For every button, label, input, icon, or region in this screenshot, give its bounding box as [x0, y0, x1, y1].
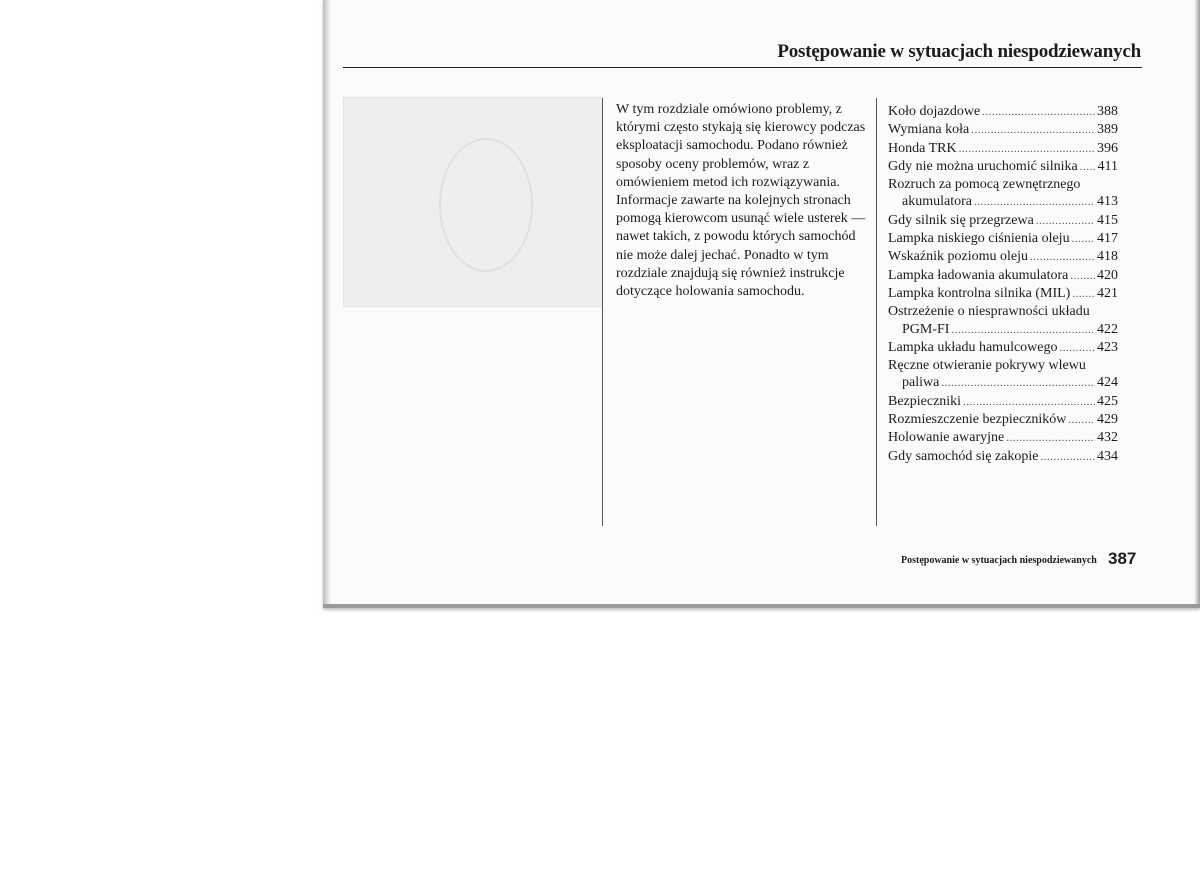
toc-item-title: Gdy nie można uruchomić silnika: [888, 158, 1078, 174]
toc-item-zakopie[interactable]: [888, 448, 1118, 466]
toc-item-kolo-dojazdowe[interactable]: [888, 103, 1118, 121]
column-divider-right: [876, 98, 877, 526]
toc-item-rozmieszczenie-bezpiecznikow[interactable]: [888, 411, 1118, 429]
toc-item-title-line2: paliwa: [902, 375, 940, 391]
toc-item-title-line2: akumulatora: [902, 194, 972, 210]
toc-item-page: 411: [1097, 158, 1118, 174]
manual-page: [323, 0, 1200, 608]
column-divider-left: [602, 98, 603, 526]
page-right-shadow: [1194, 0, 1200, 604]
toc-item-title: Wymiana koła: [888, 122, 970, 138]
toc-item-pgm-fi[interactable]: [888, 303, 1118, 339]
toc-item-title: Lampka kontrolna silnika (MIL): [888, 285, 1071, 301]
toc-item-page: 418: [1097, 249, 1118, 265]
toc-item-title: Rozmieszczenie bezpieczników: [888, 412, 1067, 428]
toc-item-wymiana-kola[interactable]: [888, 121, 1118, 139]
toc-item-title: Lampka ładowania akumulatora: [888, 267, 1069, 283]
toc-item-pokrywa-wlewu[interactable]: [888, 357, 1118, 393]
toc-item-page: 417: [1097, 231, 1118, 247]
toc-item-gdy-nie-mozna-uruchomic[interactable]: [888, 158, 1118, 176]
toc-item-page: 432: [1097, 430, 1118, 446]
header-rule: [343, 67, 1142, 68]
toc-item-page: 423: [1097, 339, 1118, 355]
toc-item-page: 425: [1097, 393, 1118, 409]
toc-item-title: Gdy silnik się przegrzewa: [888, 212, 1034, 228]
toc-item-bezpieczniki[interactable]: [888, 393, 1118, 411]
toc-item-title: Honda TRK: [888, 140, 957, 156]
toc-item-page: 415: [1097, 212, 1118, 228]
toc-item-title: Bezpieczniki: [888, 393, 962, 409]
toc-item-title: Gdy samochód się zakopie: [888, 448, 1039, 464]
toc-item-page: 421: [1097, 285, 1118, 301]
footer-section-label: Postępowanie w sytuacjach niespodziewanych: [901, 555, 1097, 566]
toc-item-holowanie[interactable]: [888, 429, 1118, 447]
toc-item-page: 413: [1097, 194, 1118, 210]
toc-item-page: 396: [1097, 140, 1118, 156]
toc-item-title: Lampka układu hamulcowego: [888, 339, 1058, 355]
bleed-through-image: [343, 97, 603, 307]
toc-item-ladowanie-akumulatora[interactable]: [888, 267, 1118, 285]
toc-item-title: Holowanie awaryjne: [888, 430, 1005, 446]
toc-item-title: Koło dojazdowe: [888, 104, 981, 119]
toc-item-page: 420: [1097, 267, 1118, 283]
bleed-through-wheel: [439, 138, 533, 272]
toc-item-honda-trk[interactable]: [888, 140, 1118, 158]
toc-item-lampka-mil[interactable]: [888, 285, 1118, 303]
table-of-contents: [888, 103, 1118, 466]
toc-item-page: 388: [1097, 104, 1118, 119]
toc-item-cisnienie-oleju[interactable]: [888, 230, 1118, 248]
toc-item-silnik-przegrzewa[interactable]: [888, 212, 1118, 230]
toc-item-title: Wskaźnik poziomu oleju: [888, 249, 1028, 265]
toc-item-title-line1: Rozruch za pomocą zewnętrznego: [888, 177, 1081, 193]
toc-item-rozruch[interactable]: [888, 176, 1118, 212]
intro-paragraph: W tym rozdziale omówiono problemy, z którymi często stykają się kierowcy podczas eksploatacji samochodu. Podano również sposoby oceny problemów, wraz z omówieniem metod ich rozwiązywania. Informacje zawarte na kolejnych stronach pomogą kierowcom usunąć wiele usterek — nawet takich, z powodu których samochód nie może dalej jechać. Ponadto w tym rozdziale znajdują się również instrukcje dotyczące holowania samochodu.: [616, 102, 866, 300]
toc-item-title-line2: PGM-FI: [902, 321, 950, 337]
toc-item-poziom-oleju[interactable]: [888, 248, 1118, 266]
toc-item-page: 424: [1097, 375, 1118, 391]
toc-item-title-line1: Ostrzeżenie o niesprawności układu: [888, 304, 1090, 320]
page-left-shadow: [323, 0, 331, 604]
toc-item-page: 422: [1097, 321, 1118, 337]
toc-item-hamulce[interactable]: [888, 339, 1118, 357]
toc-item-page: 389: [1097, 122, 1118, 138]
toc-item-page: 434: [1097, 448, 1118, 464]
page-title: Postępowanie w sytuacjach niespodziewanych: [777, 41, 1141, 62]
toc-item-page: 429: [1097, 412, 1118, 428]
toc-item-title: Lampka niskiego ciśnienia oleju: [888, 231, 1070, 247]
page-number: 387: [1108, 549, 1137, 568]
toc-item-title-line1: Ręczne otwieranie pokrywy wlewu: [888, 358, 1086, 374]
bleed-through-text: [353, 318, 603, 372]
